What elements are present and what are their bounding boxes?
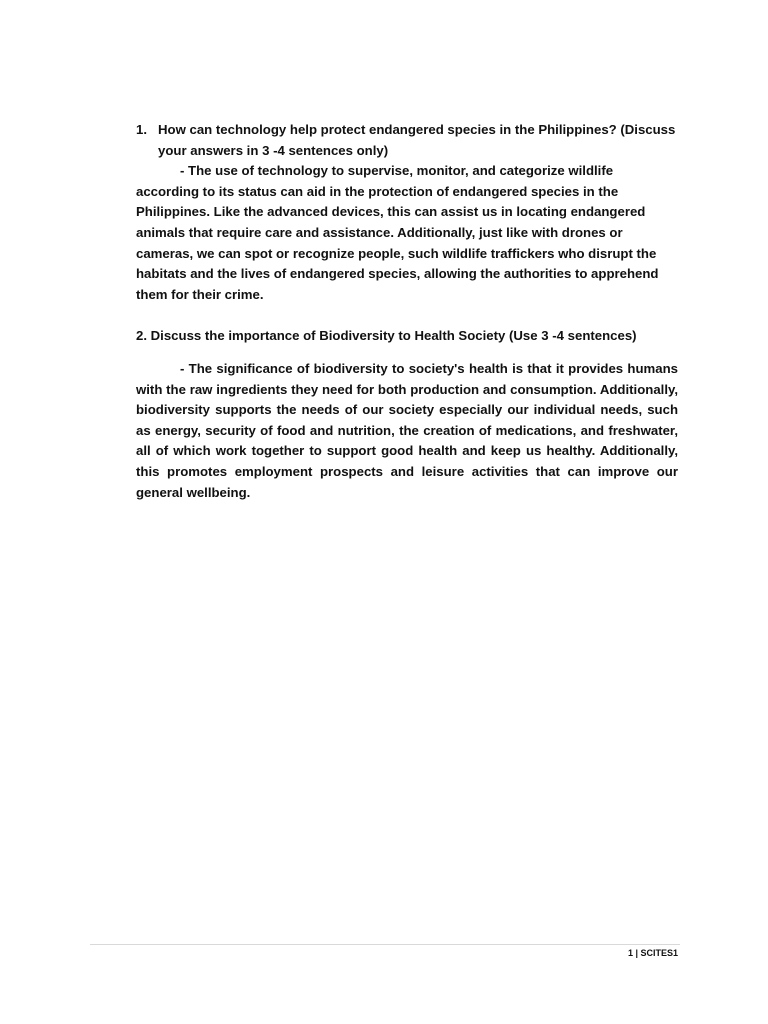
answer-1 bbox=[136, 161, 678, 305]
question-1-number: 1. bbox=[136, 122, 147, 137]
question-1-text: How can technology help protect endangered species in the Philippines? (Discuss your answers in 3 -4 sentences only) bbox=[158, 122, 676, 158]
footer-page-label: 1 | SCITES1 bbox=[627, 948, 678, 958]
answer-2-text: - The significance of biodiversity to society's health is that it provides humans with the raw ingredients they need for both production and consumption. Additionally, biodiversity supports the needs of our society especially our individual needs, such as energy, security of food and nutrition, the creation of medications, and freshwater, all of which work together to support good health and keep us healthy. Additionally, this promotes employment prospects and leisure activities that can improve our general wellbeing. bbox=[136, 360, 678, 500]
question-2: 2. Discuss the importance of Biodiversity to Health Society (Use 3 -4 sentences) bbox=[136, 328, 637, 344]
question-1 bbox=[136, 120, 678, 161]
footer-divider bbox=[90, 944, 680, 945]
document-body bbox=[136, 120, 678, 503]
answer-1-text: - The use of technology to supervise, monitor, and categorize wildlife according to its status can aid in the protection of endangered species in the Philippines. Like the advanced devices, this can assist us in locating endangered animals that require care and assistance. Additionally, just like with drones or cameras, we can spot or recognize people, such wildlife traffickers who disrupt the habitats and the lives of endangered species, allowing the authorities to apprehend them for their crime. bbox=[136, 163, 659, 302]
answer-2 bbox=[136, 359, 678, 503]
